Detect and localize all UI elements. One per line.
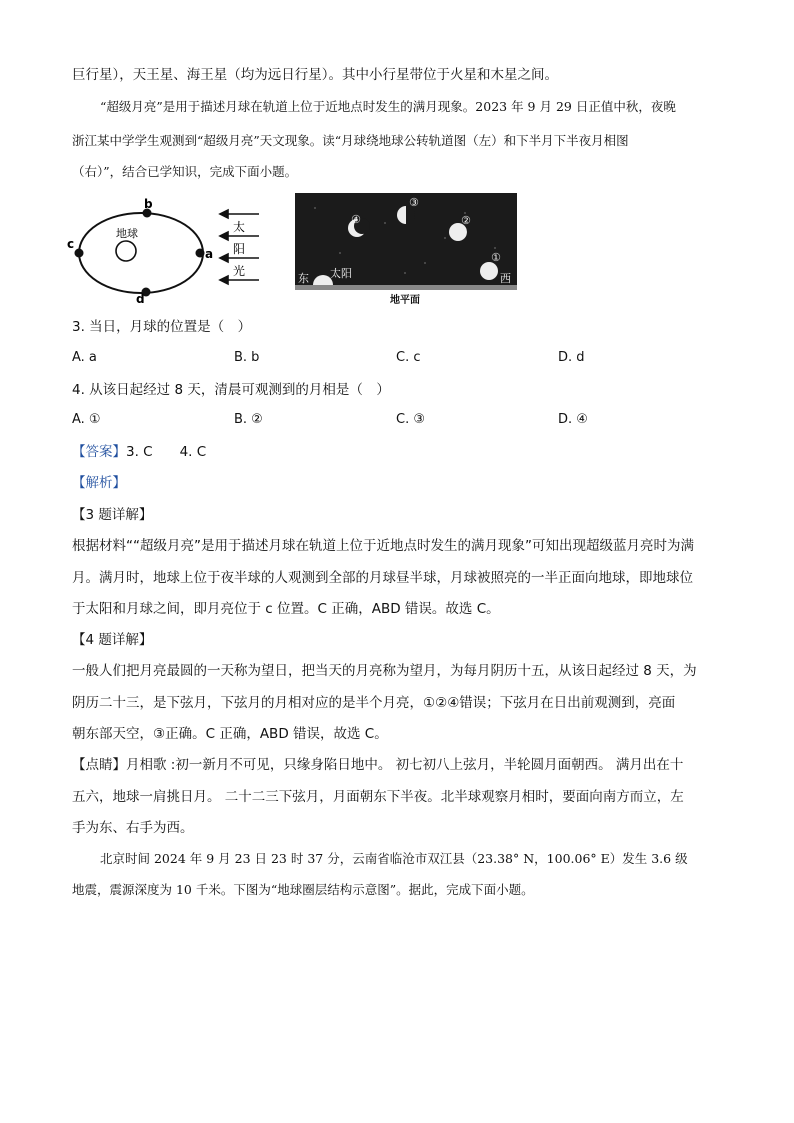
ground-strip [295,285,517,290]
label-b: b [144,197,153,211]
earth-circle [116,241,136,261]
tip-text-1: 月相歌 :初一新月不可见，只缘身陷日地中。 初七初八上弦月，半轮圆月面朝西。 满月出在十 [126,757,684,773]
tip-tag: 【点睛】 [72,757,126,773]
sunlight-char-3: 光 [233,264,246,278]
phase-label-4: ④ [351,213,361,226]
phase-label-3: ③ [409,196,419,209]
detail4-line-2: 阴历二十三，是下弦月，下弦月的月相对应的是半个月亮，①②④错误；下弦月在日出前观测到，亮面 [72,695,676,711]
label-a: a [205,247,214,261]
intro-text: 巨行星），天王星、海王星（均为远日行星）。其中小行星带位于火星和木星之间。 [72,67,558,83]
detail3-line-3: 于太阳和月球之间，即月亮位于 c 位置。C 正确，ABD 错误。故选 C。 [72,601,500,617]
q4-stem: 4. 从该日起经过 8 天，清晨可观测到的月相是（ ） [72,382,390,398]
phase-label-2: ② [461,214,471,227]
q3-option-c[interactable]: C. c [396,350,421,365]
moon-point-a [196,249,205,258]
sunlight-char-2: 阳 [233,242,246,256]
tip-line-3: 手为东、右手为西。 [72,820,194,836]
earth-label: 地球 [116,227,138,240]
sun-label: 太阳 [330,267,352,280]
q3-option-b[interactable]: B. b [234,350,260,365]
q3-option-d[interactable]: D. d [558,350,585,365]
tip-line-2: 五六，地球一肩挑日月。 二十二三下弦月，月面朝东下半夜。北半球观察月相时，要面向南方而立，左 [72,789,684,805]
q3-option-a[interactable]: A. a [72,350,97,365]
q4-option-b[interactable]: B. ② [234,412,263,427]
q4-option-c[interactable]: C. ③ [396,412,425,427]
q3-stem: 3. 当日，月球的位置是（ ） [72,319,252,335]
answer-line [72,443,206,461]
sunlight-char-1: 太 [233,220,246,234]
detail3-line-1: 根据材料““超级月亮”是用于描述月球在轨道上位于近地点时发生的满月现象”可知出现超级蓝月亮时为满 [72,538,694,554]
detail4-tag: 【4 题详解】 [72,632,153,648]
material-line-2: 浙江某中学学生观测到“超级月亮”天文现象。读“月球绕地球公转轨道图（左）和下半月下半夜月相图 [72,133,629,148]
detail4-line-1: 一般人们把月亮最圆的一天称为望日，把当天的月亮称为望月，为每月阴历十五，从该日起经过 8 天，为 [72,663,697,679]
analysis-tag: 【解析】 [72,475,126,491]
moon-phase-diagram [295,193,517,305]
answer-text: 3. C 4. C [126,444,207,460]
detail3-line-2: 月。满月时，地球上位于夜半球的人观测到全部的月球昼半球，月球被照亮的一半正面向地球，即地球位 [72,570,693,586]
label-d: d [136,292,145,306]
phase-1-moon [480,262,498,280]
answer-tag: 【答案】 [72,444,126,460]
moon-orbit-diagram [66,195,271,307]
orbit-ellipse [79,213,203,293]
detail3-tag: 【3 题详解】 [72,507,153,523]
east-label: 东 [298,272,309,285]
next-material-line-1: 北京时间 2024 年 9 月 23 日 23 时 37 分，云南省临沧市双江县（23.38° N，100.06° E）发生 3.6 级 [100,851,688,866]
moon-point-c [75,249,84,258]
next-material-line-2: 地震，震源深度为 10 千米。下图为“地球圈层结构示意图”。据此，完成下面小题。 [72,882,534,897]
phase-label-1: ① [491,251,501,264]
tip-line-1 [72,756,683,774]
west-label: 西 [500,272,511,285]
material-line-1: “超级月亮”是用于描述月球在轨道上位于近地点时发生的满月现象。2023 年 9 月 29 日正值中秋，夜晚 [100,99,676,114]
detail4-line-3: 朝东部天空，③正确。C 正确，ABD 错误，故选 C。 [72,726,388,742]
ground-label: 地平面 [390,295,420,305]
material-line-3: （右）”，结合已学知识，完成下面小题。 [72,164,298,179]
q4-option-d[interactable]: D. ④ [558,412,588,427]
label-c: c [67,237,75,251]
q4-option-a[interactable]: A. ① [72,412,101,427]
